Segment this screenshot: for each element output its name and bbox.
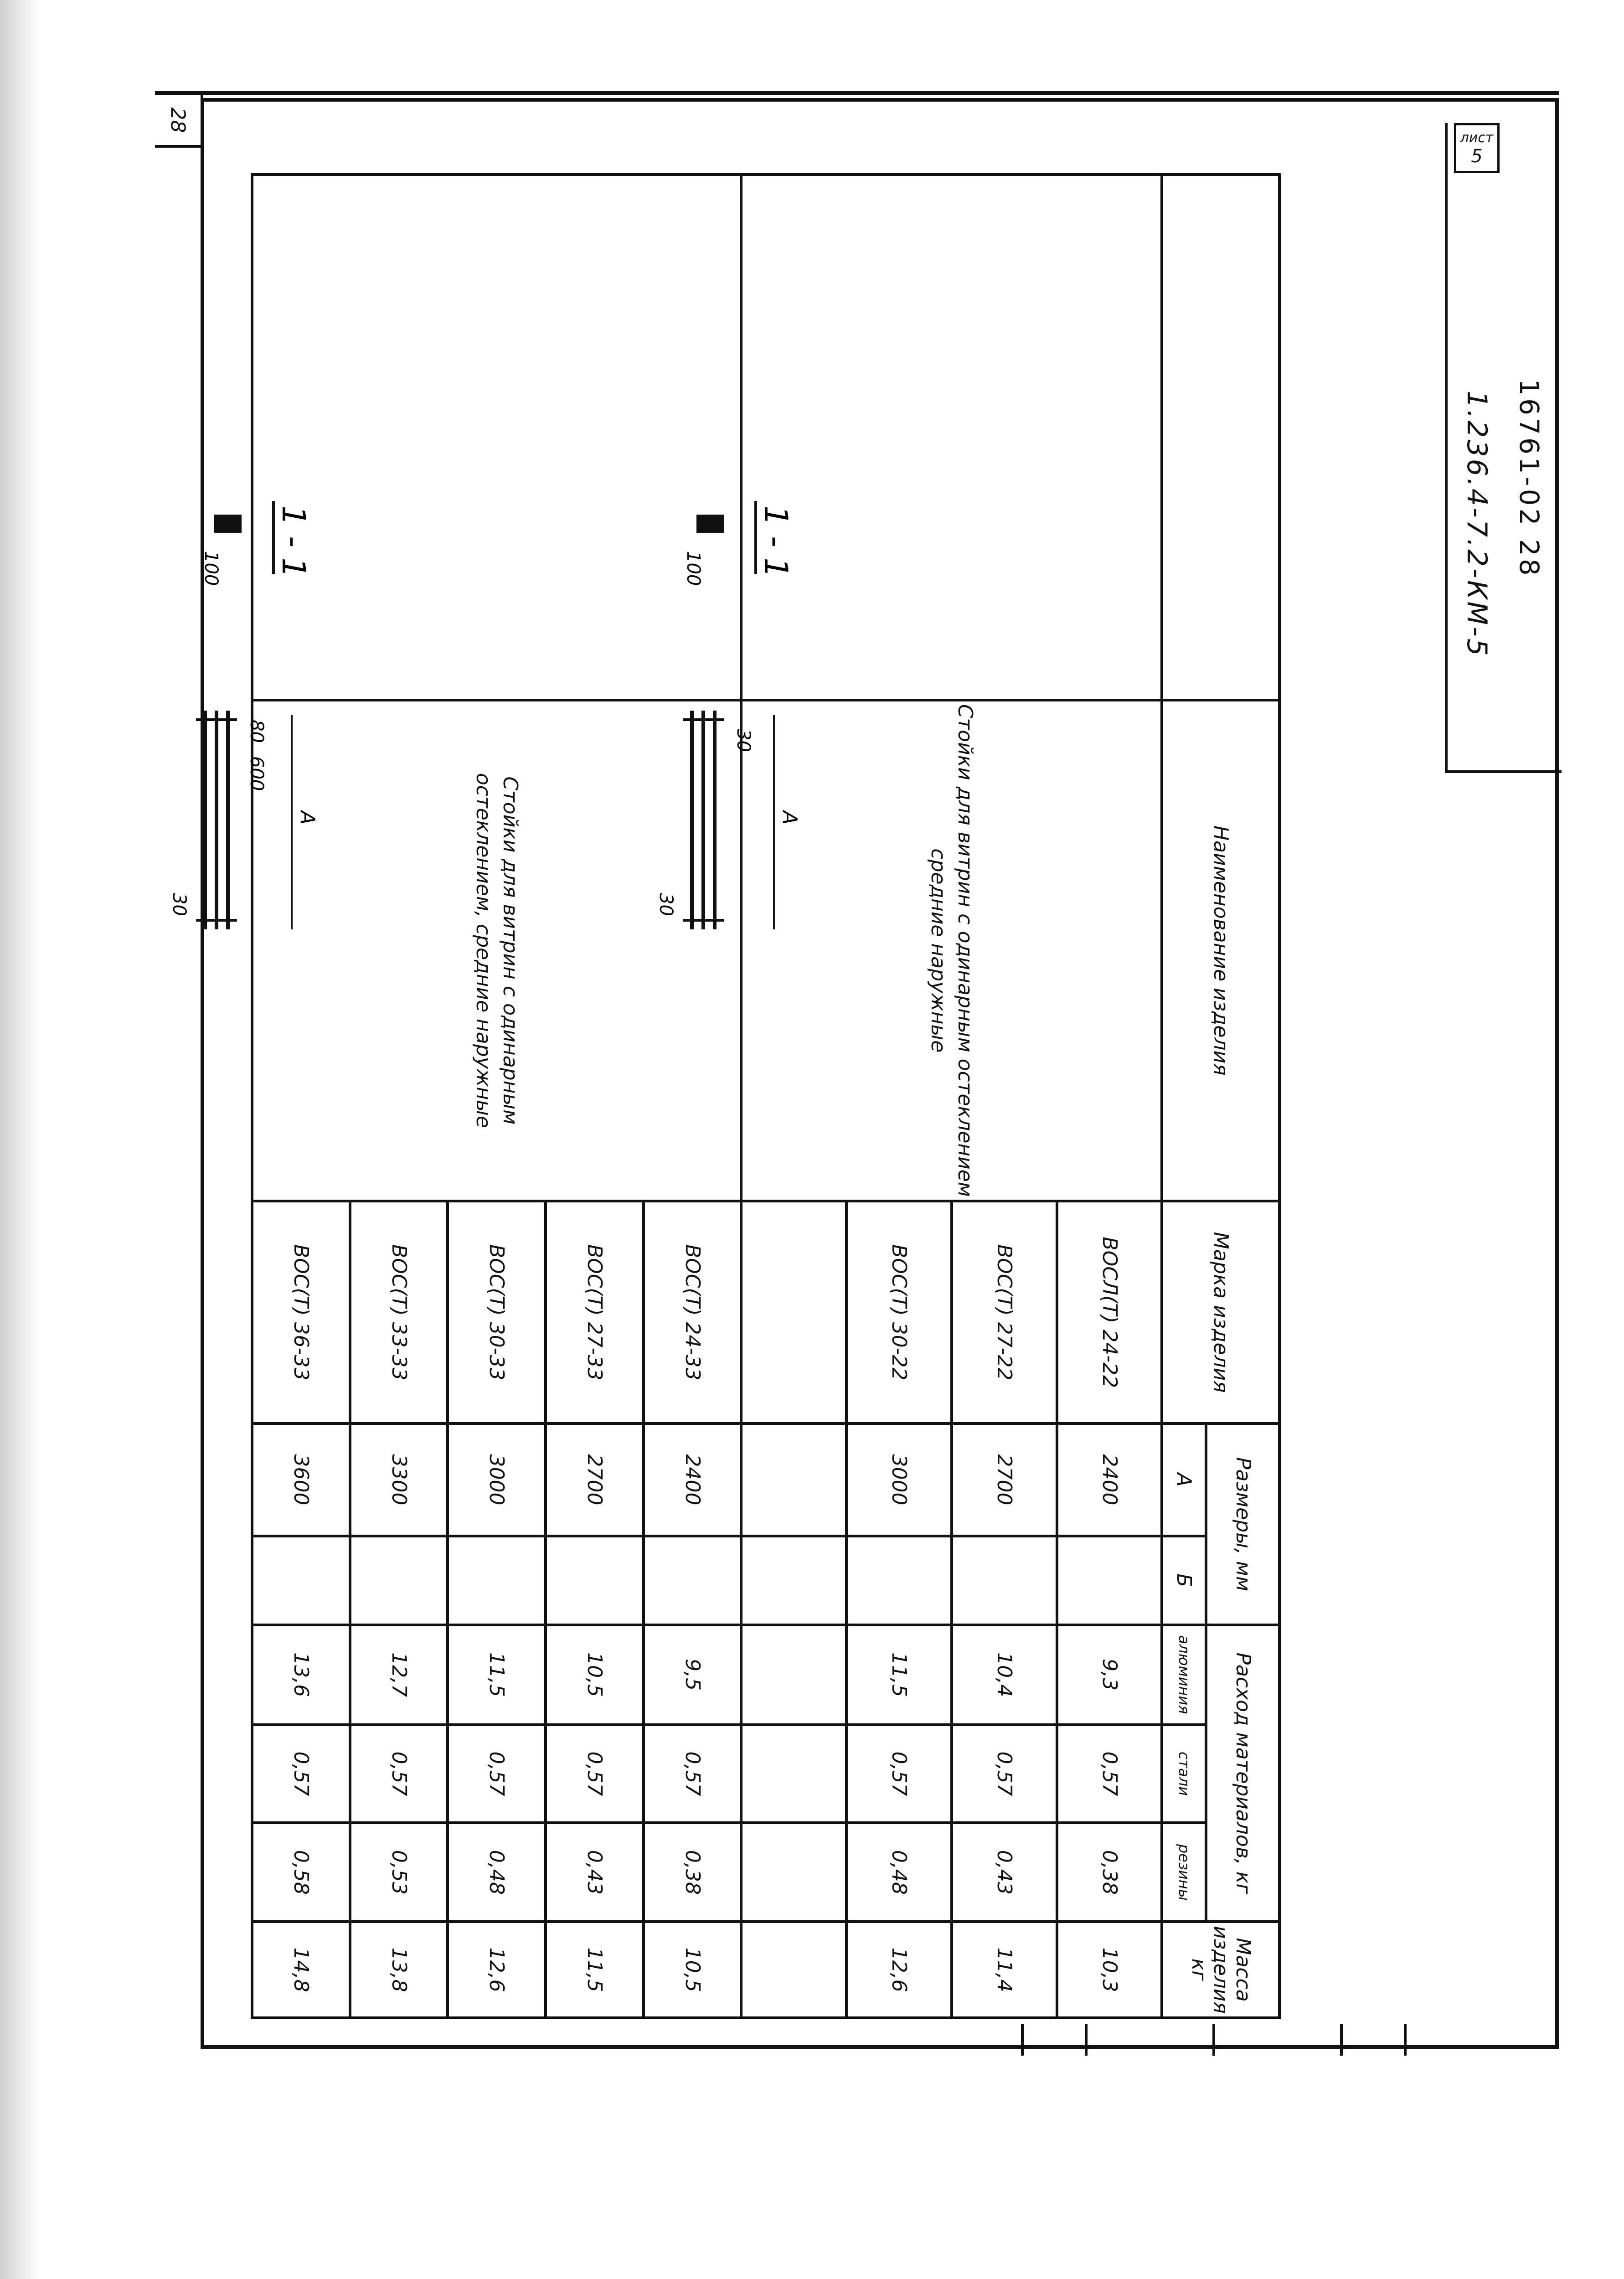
st-1-4 (741, 1725, 846, 1823)
a-1-3: 3000 (846, 1423, 952, 1536)
mass-1-2: 11,4 (952, 1922, 1057, 2018)
a-1-4 (741, 1423, 846, 1536)
al-2-1: 9,5 (644, 1625, 742, 1725)
rub-1-3: 0,48 (846, 1823, 952, 1922)
st-2-5: 0,57 (252, 1725, 350, 1823)
bottom-tick (1212, 2024, 1215, 2056)
mark-2-5: ВОС(Т) 36-33 (252, 1201, 350, 1423)
rotated-sheet (168, 173, 1281, 2019)
b-1-1 (1057, 1536, 1162, 1625)
archive-stamp: 16761-02 28 (1514, 379, 1545, 578)
document-code: 1.236.4-7.2-КМ-5 (1461, 391, 1493, 658)
header-dim-b: Б (1162, 1536, 1206, 1625)
header-steel: стали (1162, 1725, 1206, 1823)
sketch-dim-30a-1: 30 (732, 729, 754, 753)
bottom-tick (1404, 2024, 1407, 2056)
section-label-1: 1 - 1 (757, 505, 794, 578)
rub-1-4 (741, 1823, 846, 1922)
header-dim-a: А (1162, 1423, 1206, 1536)
spec-table (168, 173, 1281, 2019)
b-2-1 (644, 1536, 742, 1625)
st-2-3: 0,57 (448, 1725, 546, 1823)
rub-1-2: 0,43 (952, 1823, 1057, 1922)
section-sketch-2 (41, 437, 497, 975)
sketch-dim-80-2: 80 (246, 720, 267, 743)
rub-1-1: 0,38 (1057, 1823, 1162, 1922)
al-2-2: 10,5 (546, 1625, 644, 1725)
sketch-group-1 (655, 175, 1162, 917)
al-1-1: 9,3 (1057, 1625, 1162, 1725)
sketch-dim-30-2: 30 (168, 893, 190, 917)
b-2-4 (350, 1536, 448, 1625)
mark-2-2: ВОС(Т) 27-33 (546, 1201, 644, 1423)
al-1-4 (741, 1625, 846, 1725)
mark-1-1: ВОСЛ(Т) 24-22 (1057, 1201, 1162, 1423)
sketch-dim-30b-1: 30 (655, 893, 676, 917)
page-number-box (155, 95, 203, 148)
mass-1-1: 10,3 (1057, 1922, 1162, 2018)
mark-2-1: ВОС(Т) 24-33 (644, 1201, 742, 1423)
bottom-tick (1085, 2024, 1088, 2056)
group-name-1: Стойки для витрин с одинарным остеклением средние наружные (741, 700, 1162, 1201)
rub-2-5: 0,58 (252, 1823, 350, 1922)
b-1-3 (846, 1536, 952, 1625)
scan-edge (0, 0, 41, 2279)
mass-2-2: 11,5 (546, 1922, 644, 2018)
b-2-3 (448, 1536, 546, 1625)
b-1-4 (741, 1536, 846, 1625)
a-2-2: 2700 (546, 1423, 644, 1536)
st-2-1: 0,57 (644, 1725, 742, 1823)
mass-2-3: 12,6 (448, 1922, 546, 2018)
a-1-1: 2400 (1057, 1423, 1162, 1536)
a-2-3: 3000 (448, 1423, 546, 1536)
mass-2-5: 14,8 (252, 1922, 350, 2018)
sheet-number: 5 (1471, 145, 1483, 167)
rub-2-2: 0,43 (546, 1823, 644, 1922)
sketch-dim-600-2: 600 (246, 756, 267, 791)
a-2-1: 2400 (644, 1423, 742, 1536)
header-rubber: резины (1162, 1823, 1206, 1922)
page-number: 28 (166, 107, 190, 133)
st-2-2: 0,57 (546, 1725, 644, 1823)
a-2-4: 3300 (350, 1423, 448, 1536)
rub-2-4: 0,53 (350, 1823, 448, 1922)
sketch-group-2 (168, 175, 741, 917)
mass-2-4: 13,8 (350, 1922, 448, 2018)
sketch-dim-a-1: А (778, 811, 801, 825)
al-2-4: 12,7 (350, 1625, 448, 1725)
st-1-1: 0,57 (1057, 1725, 1162, 1823)
header-mass: Масса изделия кг (1162, 1922, 1279, 2018)
mass-1-3: 12,6 (846, 1922, 952, 2018)
header-aluminium: алюминия (1162, 1625, 1206, 1725)
a-1-2: 2700 (952, 1423, 1057, 1536)
mark-1-2: ВОС(Т) 27-22 (952, 1201, 1057, 1423)
mass-2-1: 10,5 (644, 1922, 742, 2018)
sketch-dim-100-1: 100 (682, 551, 704, 586)
bottom-tick (1021, 2024, 1024, 2056)
mass-1-4 (741, 1922, 846, 2018)
mark-2-4: ВОС(Т) 33-33 (350, 1201, 448, 1423)
al-2-3: 11,5 (448, 1625, 546, 1725)
header-materials: Расход материалов, кг (1206, 1625, 1279, 1922)
st-1-2: 0,57 (952, 1725, 1057, 1823)
sheet-label: лист (1460, 129, 1494, 146)
a-2-5: 3600 (252, 1423, 350, 1536)
bottom-tick (1340, 2024, 1343, 2056)
sketch-dim-a-2: А (295, 811, 319, 825)
header-name: Наименование изделия (1162, 700, 1279, 1201)
mark-2-3: ВОС(Т) 30-33 (448, 1201, 546, 1423)
al-1-3: 11,5 (846, 1625, 952, 1725)
header-mark: Марка изделия (1162, 1201, 1279, 1423)
sketch-dim-100-2: 100 (200, 551, 222, 586)
b-1-2 (952, 1536, 1057, 1625)
group-name-2: Стойки для витрин с одинарным остеклением, средние наружные (252, 700, 741, 1201)
mark-1-4 (741, 1201, 846, 1423)
st-2-4: 0,57 (350, 1725, 448, 1823)
b-2-5 (252, 1536, 350, 1625)
section-label-2: 1 - 1 (274, 505, 312, 578)
rub-2-1: 0,38 (644, 1823, 742, 1922)
header-dims: Размеры, мм (1206, 1423, 1279, 1624)
header-sketch (1162, 175, 1279, 700)
st-1-3: 0,57 (846, 1725, 952, 1823)
mark-1-3: ВОС(Т) 30-22 (846, 1201, 952, 1423)
frame-top-line (155, 91, 1559, 95)
al-1-2: 10,4 (952, 1625, 1057, 1725)
b-2-2 (546, 1536, 644, 1625)
rub-2-3: 0,48 (448, 1823, 546, 1922)
al-2-5: 13,6 (252, 1625, 350, 1725)
